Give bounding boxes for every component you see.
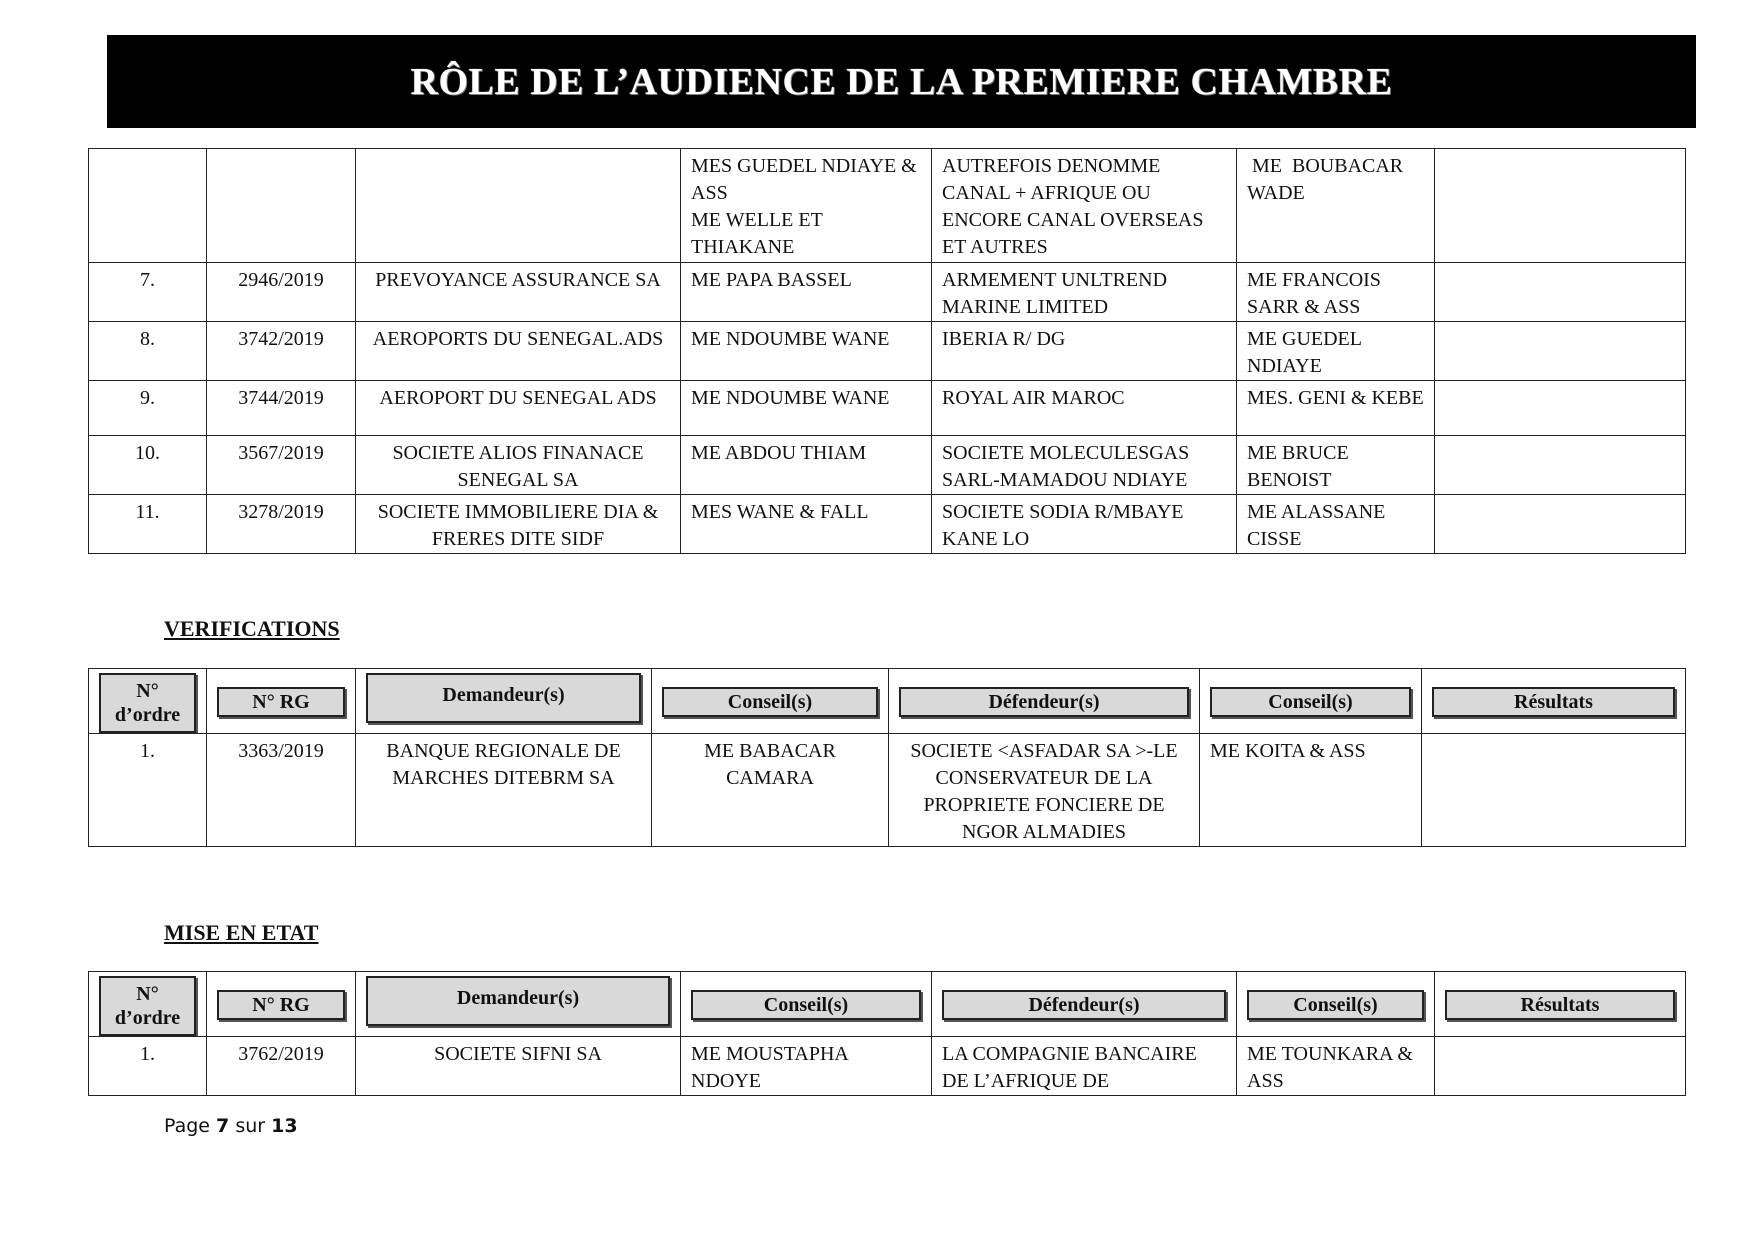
cell-conseil-defense: ME ALASSANE CISSE [1237, 495, 1435, 554]
header-cell-rg [207, 669, 356, 734]
header-cell-resultats [1435, 972, 1686, 1037]
cell-conseil: ME BABACAR CAMARA [652, 734, 889, 847]
cell-conseil-defense: ME KOITA & ASS [1200, 734, 1422, 847]
table-row [89, 322, 1686, 381]
header-cell-conseil [652, 669, 889, 734]
cell-resultats [1435, 149, 1686, 263]
cell-resultats [1435, 381, 1686, 436]
header-demandeur: Demandeur(s) [366, 976, 670, 1026]
cell-num: 1. [89, 734, 207, 847]
table-row [89, 149, 1686, 263]
table-header-row [89, 972, 1686, 1037]
table-row [89, 381, 1686, 436]
cell-resultats [1435, 1037, 1686, 1096]
cell-defendeur: ARMEMENT UNLTREND MARINE LIMITED [932, 263, 1237, 322]
cell-rg: 3742/2019 [207, 322, 356, 381]
cell-defendeur: SOCIETE SODIA R/MBAYE KANE LO [932, 495, 1237, 554]
cell-conseil: MES WANE & FALL [681, 495, 932, 554]
header-conseil-defense: Conseil(s) [1210, 687, 1411, 717]
cell-conseil-text: MES GUEDEL NDIAYE & ASS ME WELLE ET THIAKANE [691, 155, 917, 258]
cell-demandeur: AEROPORTS DU SENEGAL.ADS [356, 322, 681, 381]
cell-demandeur: PREVOYANCE ASSURANCE SA [356, 263, 681, 322]
cell-num [89, 149, 207, 263]
cell-conseil [681, 149, 932, 263]
table-row [89, 734, 1686, 847]
table-row [89, 495, 1686, 554]
cell-demandeur: AEROPORT DU SENEGAL ADS [356, 381, 681, 436]
header-ordre-line1: N° [136, 680, 159, 702]
page-title: RÔLE DE L’AUDIENCE DE LA PREMIERE CHAMBRE [410, 60, 1393, 103]
header-cell-conseil-defense [1237, 972, 1435, 1037]
header-rg: N° RG [217, 687, 345, 717]
header-cell-resultats [1422, 669, 1686, 734]
cell-demandeur: SOCIETE SIFNI SA [356, 1037, 681, 1096]
cell-conseil: ME NDOUMBE WANE [681, 322, 932, 381]
header-cell-demandeur [356, 972, 681, 1037]
page-banner [107, 35, 1696, 128]
cell-conseil: ME ABDOU THIAM [681, 436, 932, 495]
cell-num: 10. [89, 436, 207, 495]
header-defendeur: Défendeur(s) [899, 687, 1189, 717]
table-row [89, 1037, 1686, 1096]
verifications-table [88, 668, 1686, 847]
cell-num: 9. [89, 381, 207, 436]
cell-num: 8. [89, 322, 207, 381]
header-ordre [99, 976, 196, 1036]
cell-conseil-defense: ME TOUNKARA & ASS [1237, 1037, 1435, 1096]
cell-defendeur: SOCIETE MOLECULESGAS SARL-MAMADOU NDIAYE [932, 436, 1237, 495]
cell-conseil-defense: ME FRANCOIS SARR & ASS [1237, 263, 1435, 322]
mise-en-etat-table [88, 971, 1686, 1096]
table-row [89, 263, 1686, 322]
header-conseil: Conseil(s) [662, 687, 878, 717]
header-resultats: Résultats [1445, 990, 1675, 1020]
header-cell-ordre [89, 669, 207, 734]
cell-conseil: ME NDOUMBE WANE [681, 381, 932, 436]
cell-demandeur: SOCIETE IMMOBILIERE DIA & FRERES DITE SIDF [356, 495, 681, 554]
footer-page-total: 13 [271, 1115, 298, 1137]
cell-resultats [1422, 734, 1686, 847]
header-demandeur: Demandeur(s) [366, 673, 641, 723]
section-title-mise-en-etat: MISE EN ETAT [164, 920, 319, 945]
header-defendeur: Défendeur(s) [942, 990, 1226, 1020]
header-cell-ordre [89, 972, 207, 1037]
header-cell-conseil-defense [1200, 669, 1422, 734]
cell-rg [207, 149, 356, 263]
cell-conseil-defense: ME BRUCE BENOIST [1237, 436, 1435, 495]
cell-rg: 3744/2019 [207, 381, 356, 436]
cell-rg: 3762/2019 [207, 1037, 356, 1096]
cell-num: 11. [89, 495, 207, 554]
cell-defendeur: SOCIETE <ASFADAR SA >-LE CONSERVATEUR DE LA PROPRIETE FONCIERE DE NGOR ALMADIES [889, 734, 1200, 847]
header-cell-conseil [681, 972, 932, 1037]
header-ordre-line2: d’ordre [114, 1007, 181, 1029]
cell-defendeur: ROYAL AIR MAROC [932, 381, 1237, 436]
page-footer [164, 1115, 298, 1137]
header-rg: N° RG [217, 990, 345, 1020]
cell-num: 1. [89, 1037, 207, 1096]
header-ordre-line1: N° [136, 983, 159, 1005]
cell-conseil-defense: ME BOUBACAR WADE [1237, 149, 1435, 263]
cell-demandeur [356, 149, 681, 263]
main-table [88, 148, 1686, 554]
cell-rg: 3278/2019 [207, 495, 356, 554]
header-ordre-line2: d’ordre [114, 704, 181, 726]
section-title-verifications: VERIFICATIONS [164, 616, 340, 641]
cell-conseil: ME MOUSTAPHA NDOYE [681, 1037, 932, 1096]
table-row [89, 436, 1686, 495]
header-cell-demandeur [356, 669, 652, 734]
cell-demandeur: BANQUE REGIONALE DE MARCHES DITEBRM SA [356, 734, 652, 847]
footer-page-current: 7 [216, 1115, 230, 1137]
cell-resultats [1435, 495, 1686, 554]
cell-defendeur: IBERIA R/ DG [932, 322, 1237, 381]
header-ordre [99, 673, 196, 733]
header-conseil: Conseil(s) [691, 990, 921, 1020]
header-cell-rg [207, 972, 356, 1037]
cell-resultats [1435, 322, 1686, 381]
cell-conseil-defense: ME GUEDEL NDIAYE [1237, 322, 1435, 381]
cell-rg: 3567/2019 [207, 436, 356, 495]
table-header-row [89, 669, 1686, 734]
cell-conseil-defense: MES. GENI & KEBE [1237, 381, 1435, 436]
cell-rg: 3363/2019 [207, 734, 356, 847]
footer-page-word: Page [164, 1115, 210, 1137]
cell-rg: 2946/2019 [207, 263, 356, 322]
header-resultats: Résultats [1432, 687, 1675, 717]
cell-resultats [1435, 436, 1686, 495]
cell-conseil: ME PAPA BASSEL [681, 263, 932, 322]
footer-page-sep: sur [235, 1115, 266, 1137]
cell-defendeur: AUTREFOIS DENOMME CANAL + AFRIQUE OU ENCORE CANAL OVERSEAS ET AUTRES [932, 149, 1237, 263]
header-cell-defendeur [932, 972, 1237, 1037]
cell-defendeur: LA COMPAGNIE BANCAIRE DE L’AFRIQUE DE [932, 1037, 1237, 1096]
cell-demandeur: SOCIETE ALIOS FINANACE SENEGAL SA [356, 436, 681, 495]
cell-num: 7. [89, 263, 207, 322]
cell-resultats [1435, 263, 1686, 322]
header-conseil-defense: Conseil(s) [1247, 990, 1424, 1020]
header-cell-defendeur [889, 669, 1200, 734]
